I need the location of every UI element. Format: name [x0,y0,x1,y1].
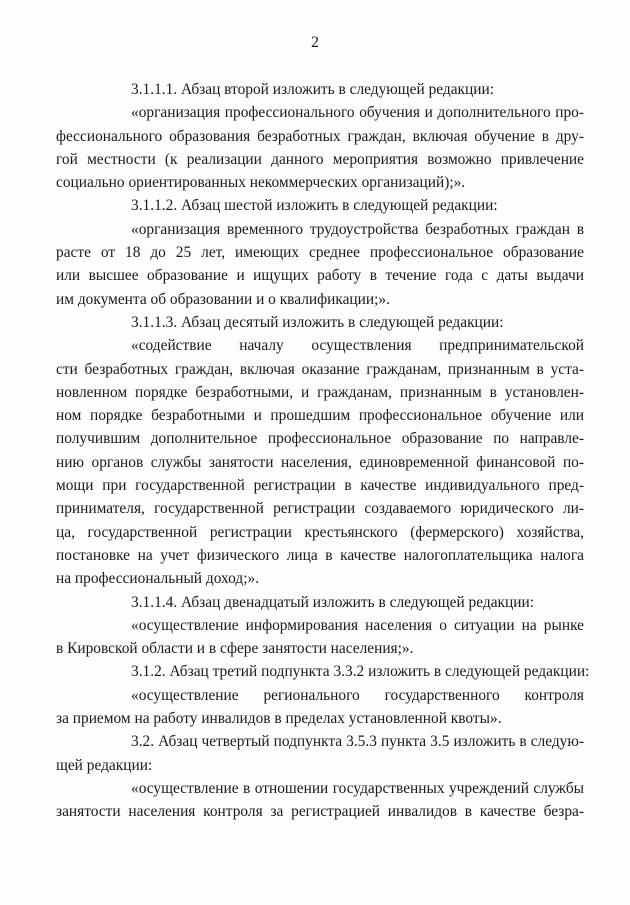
text-line: занятости населения контроля за регистрацией инвалидов в качестве безра- [56,803,584,821]
text-line: в Кировской области и в сфере занятости населения;». [56,640,414,658]
text-line: сти безработных граждан, включая оказание гражданам, признанным в уста- [56,360,584,378]
text-line: «осуществление в отношении государственных учреждений службы [131,779,584,797]
text-line: получившим дополнительное профессиональное образование по направле- [56,430,584,448]
text-line: гой местности (к реализации данного мероприятия возможно привлечение [56,150,584,168]
text-line: нию органов службы занятости населения, единовременной финансовой по- [56,453,584,471]
text-line: постановке на учет физического лица в качестве налогоплательщика налога [56,546,584,564]
page-number: 2 [311,34,319,51]
text-line: щей редакции: [56,756,153,774]
text-line: 3.2. Абзац четвертый подпункта 3.5.3 пункта 3.5 изложить в следую- [131,733,584,751]
text-line: им документа об образовании и о квалификации;». [56,290,390,308]
text-line: «осуществление информирования населения о ситуации на рынке [131,616,584,634]
text-line: мощи при государственной регистрации в качестве индивидуального пред- [56,477,584,495]
text-line: фессионального образования безработных граждан, включая обучение в дру- [56,127,584,145]
text-line: «организация профессионального обучения и дополнительного про- [131,104,584,122]
text-line: новленном порядке безработными, и гражданам, признанным в установлен- [56,383,584,401]
text-line: 3.1.2. Абзац третий подпункта 3.3.2 изложить в следующей редакции: [131,663,590,681]
text-line: принимателя, государственной регистрации создаваемого юридического ли- [56,500,584,518]
document-body [56,78,590,824]
text-line: 3.1.1.1. Абзац второй изложить в следующей редакции: [131,81,495,98]
text-line: 3.1.1.2. Абзац шестой изложить в следующей редакции: [131,197,498,215]
text-line: за приемом на работу инвалидов в пределах установленной квоты». [56,710,502,728]
text-line: 3.1.1.3. Абзац десятый изложить в следующей редакции: [131,313,504,331]
text-line: «организация временного трудоустройства безработных граждан в [131,220,584,238]
text-line: расте от 18 до 25 лет, имеющих среднее профессиональное образование [56,244,584,262]
text-line: на профессиональный доход;». [56,570,260,588]
text-line: или высшее образование и ищущих работу в течение года с даты выдачи [56,267,584,285]
text-line: ца, государственной регистрации крестьянского (фермерского) хозяйства, [56,523,584,541]
text-line: «осуществление регионального государственного контроля [131,686,584,704]
text-line: социально ориентированных некоммерческих организаций);». [56,174,466,192]
text-line: 3.1.1.4. Абзац двенадцатый изложить в следующей редакции: [131,593,534,611]
text-line: ном порядке безработными и прошедшим профессиональное обучение или [56,407,584,425]
text-line: «содействие началу осуществления предпринимательской [131,337,584,355]
